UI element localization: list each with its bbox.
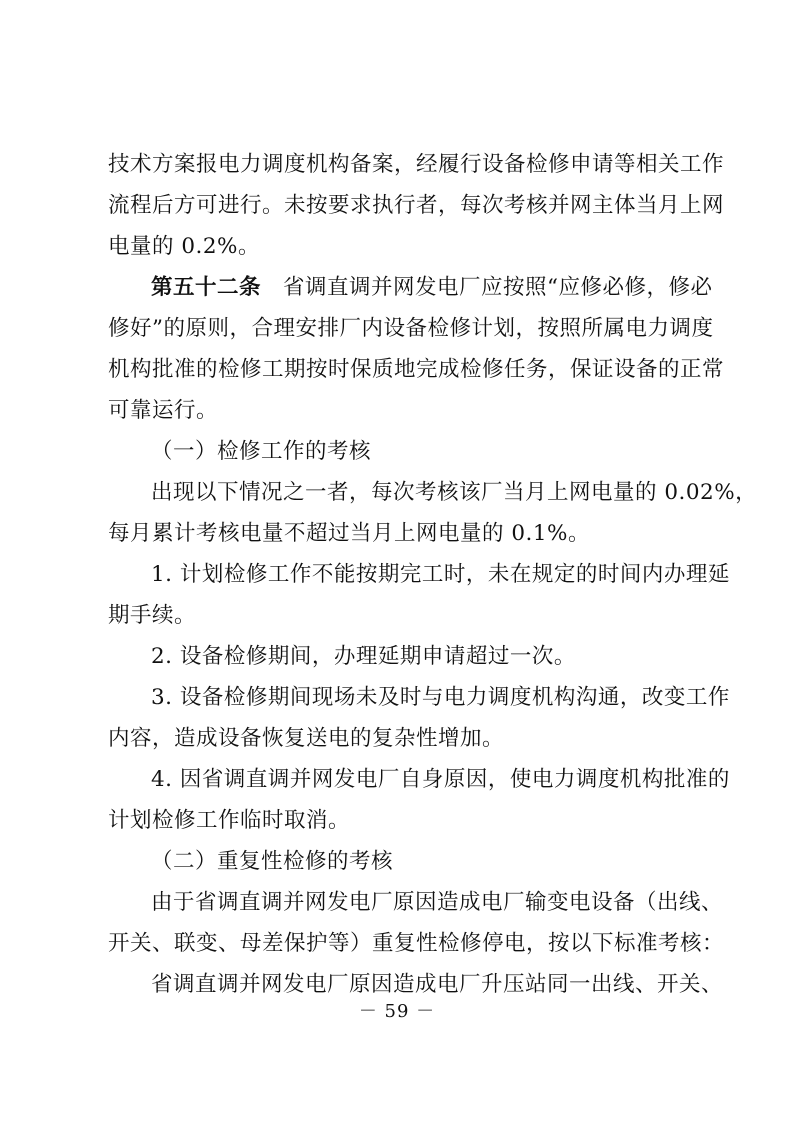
article-first-line [108,267,713,308]
paragraph-line: 流程后方可进行。未按要求执行者，每次考核并网主体当月上网 [108,193,725,218]
section-intro-line: 每月累计考核电量不超过当月上网电量的 0.1%。 [108,521,590,546]
list-item-line: 4. 因省调直调并网发电厂自身原因，使电力调度机构批准的 [151,767,730,792]
section-title: （一）检修工作的考核 [151,439,372,464]
article-heading: 第五十二条 [151,275,262,300]
article-line: 修好”的原则，合理安排厂内设备检修计划，按照所属电力调度 [108,316,714,341]
list-item-line: 期手续。 [108,603,197,628]
section-title: （二）重复性检修的考核 [151,849,394,874]
list-item-line: 3. 设备检修期间现场未及时与电力调度机构沟通，改变工作 [151,685,730,710]
page-number: － 59 － [358,1001,436,1022]
section-line: 由于省调直调并网发电厂原因造成电厂输变电设备（出线、 [151,890,724,915]
paragraph-line: 技术方案报电力调度机构备案，经履行设备检修申请等相关工作 [108,152,725,177]
section-line: 省调直调并网发电厂原因造成电厂升压站同一出线、开关、 [151,972,724,997]
list-item-line: 2. 设备检修期间，办理延期申请超过一次。 [151,644,576,669]
section-line: 开关、联变、母差保护等）重复性检修停电，按以下标准考核： [108,931,725,956]
document-body [108,144,758,1005]
list-item-line: 1. 计划检修工作不能按期完工时，未在规定的时间内办理延 [151,562,730,587]
list-item-line: 内容，造成设备恢复送电的复杂性增加。 [108,726,505,751]
article-line: 可靠运行。 [108,398,219,423]
article-line: 机构批准的检修工期按时保质地完成检修任务，保证设备的正常 [108,357,725,382]
article-text: 省调直调并网发电厂应按照“应修必修，修必 [283,275,713,300]
list-item-line: 计划检修工作临时取消。 [108,808,351,833]
paragraph-line: 电量的 0.2%。 [108,234,260,259]
section-intro-line: 出现以下情况之一者，每次考核该厂当月上网电量的 0.02%， [151,480,758,505]
